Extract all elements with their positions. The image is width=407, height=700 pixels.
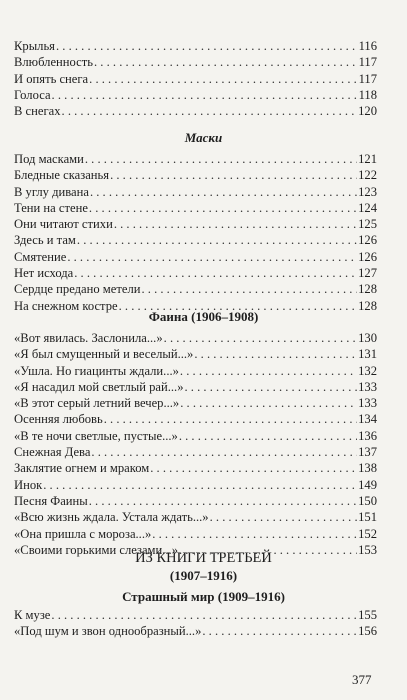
dot-leader (194, 346, 357, 362)
toc-section-maski (14, 151, 377, 314)
dot-leader (85, 151, 357, 167)
dot-leader (164, 330, 357, 346)
entry-title: И опять снега (14, 71, 89, 86)
entry-page: 133 (358, 396, 377, 411)
entry-title: Инок (14, 477, 43, 492)
book-years: (1907–1916) (169, 568, 238, 583)
entry-page: 122 (358, 168, 377, 183)
toc-entry (14, 184, 377, 200)
entry-page: 128 (358, 298, 377, 313)
entry-page: 125 (358, 217, 377, 232)
dot-leader (89, 71, 357, 87)
dot-leader (67, 249, 357, 265)
toc-section-faina (14, 330, 377, 558)
dot-leader (185, 379, 358, 395)
entry-page: 156 (358, 624, 377, 639)
dot-leader (180, 395, 357, 411)
dot-leader (51, 607, 357, 623)
entry-page: 153 (358, 542, 377, 557)
toc-entry (14, 330, 377, 346)
entry-title: «Под шум и звон однообразный...» (14, 624, 202, 639)
entry-title: «В этот серый летний вечер...» (14, 396, 180, 411)
dot-leader (77, 232, 357, 248)
entry-title: В снегах (14, 104, 61, 119)
entry-page: 118 (358, 87, 377, 102)
entry-page: 127 (358, 266, 377, 281)
toc-section-strashny-mir (14, 607, 377, 640)
section-heading-strashny-mir: Страшный мир (1909–1916) (122, 589, 285, 604)
dot-leader (74, 265, 357, 281)
toc-entry (14, 232, 377, 248)
entry-title: «Я был смущенный и веселый...» (14, 347, 194, 362)
entry-page: 155 (358, 608, 377, 622)
entry-title: Сердце предано метели (14, 282, 141, 297)
toc-entry (14, 281, 377, 297)
entry-page: 131 (358, 347, 377, 362)
entry-page: 138 (358, 461, 377, 476)
entry-page: 126 (358, 233, 377, 248)
toc-entry (14, 38, 377, 54)
entry-title: «Я насадил мой светлый рай...» (14, 379, 184, 394)
toc-entry (14, 623, 377, 639)
dot-leader (180, 363, 357, 379)
entry-page: 126 (358, 249, 377, 264)
entry-title: «В те ночи светлые, пустые...» (14, 428, 178, 443)
entry-title: В углу дивана (14, 184, 89, 199)
dot-leader (110, 167, 357, 183)
entry-title: Заклятие огнем и мраком (14, 461, 150, 476)
toc-entry (14, 509, 377, 525)
dot-leader (210, 509, 358, 525)
toc-entry (14, 363, 377, 379)
entry-title: Под масками (14, 152, 84, 166)
section-heading-faina: Фаина (1906–1908) (148, 309, 259, 324)
book-heading: ИЗ КНИГИ ТРЕТЬЕЙ (135, 550, 272, 566)
entry-page: 136 (358, 428, 377, 443)
dot-leader (56, 38, 358, 54)
toc-entry (14, 265, 377, 281)
entry-page: 128 (358, 282, 377, 297)
entry-title: «Вот явилась. Заслонила...» (14, 331, 163, 345)
dot-leader (94, 54, 358, 70)
entry-page: 124 (358, 200, 377, 215)
entry-title: Тени на стене (14, 200, 88, 215)
toc-entry (14, 395, 377, 411)
entry-title: Бледные сказанья (14, 168, 110, 183)
entry-title: Здесь и там (14, 233, 76, 248)
entry-page: 123 (358, 184, 377, 199)
dot-leader (104, 411, 357, 427)
entry-page: 117 (358, 55, 377, 70)
toc-entry (14, 71, 377, 87)
toc-entry (14, 200, 377, 216)
toc-entry (14, 54, 377, 70)
entry-title: Крылья (14, 39, 55, 53)
entry-title: Снежная Дева (14, 445, 91, 460)
entry-page: 132 (358, 363, 377, 378)
entry-page: 117 (358, 71, 377, 86)
toc-entry (14, 249, 377, 265)
entry-title: «Она пришла с мороза...» (14, 526, 152, 541)
entry-title: Голоса (14, 87, 51, 102)
dot-leader (91, 444, 357, 460)
entry-title: «Всю жизнь ждала. Устала ждать...» (14, 510, 209, 525)
dot-leader (52, 87, 358, 103)
entry-page: 151 (358, 510, 377, 525)
toc-entry (14, 87, 377, 103)
entry-page: 137 (358, 445, 377, 460)
toc-entry (14, 411, 377, 427)
dot-leader (152, 526, 357, 542)
entry-page: 130 (358, 331, 377, 345)
entry-page: 149 (358, 477, 377, 492)
dot-leader (43, 477, 357, 493)
toc-entry (14, 493, 377, 509)
entry-title: На снежном костре (14, 298, 118, 313)
dot-leader (141, 281, 357, 297)
entry-title: К музе (14, 608, 51, 622)
toc-entry (14, 460, 377, 476)
toc-entry (14, 216, 377, 232)
entry-title: Смятение (14, 249, 67, 264)
toc-entry (14, 477, 377, 493)
entry-page: 150 (358, 493, 377, 508)
entry-title: Нет исхода (14, 266, 74, 281)
dot-leader (89, 200, 357, 216)
entry-title: «Своими горькими слезами...» (14, 542, 178, 557)
entry-title: Песня Фаины (14, 493, 88, 508)
entry-page: 133 (358, 379, 377, 394)
toc-entry (14, 428, 377, 444)
dot-leader (62, 103, 358, 119)
dot-leader (179, 428, 357, 444)
entry-title: Влюбленность (14, 55, 93, 70)
page-number: 377 (352, 672, 372, 687)
dot-leader (202, 623, 357, 639)
entry-page: 152 (358, 526, 377, 541)
dot-leader (90, 184, 357, 200)
entry-page: 121 (358, 152, 377, 166)
dot-leader (114, 216, 357, 232)
section-heading-maski: Маски (184, 130, 223, 145)
toc-entry (14, 444, 377, 460)
toc-section-1 (14, 38, 377, 119)
entry-page: 134 (358, 412, 377, 427)
toc-entry (14, 151, 377, 167)
toc-entry (14, 103, 377, 119)
entry-title: Они читают стихи (14, 217, 113, 232)
dot-leader (89, 493, 357, 509)
toc-entry (14, 167, 377, 183)
entry-page: 116 (358, 39, 377, 53)
toc-entry (14, 526, 377, 542)
dot-leader (150, 460, 357, 476)
entry-page: 120 (358, 104, 377, 119)
toc-entry (14, 379, 377, 395)
toc-entry (14, 607, 377, 623)
entry-title: Осенняя любовь (14, 412, 103, 427)
toc-entry (14, 346, 377, 362)
entry-title: «Ушла. Но гиацинты ждали...» (14, 363, 179, 378)
